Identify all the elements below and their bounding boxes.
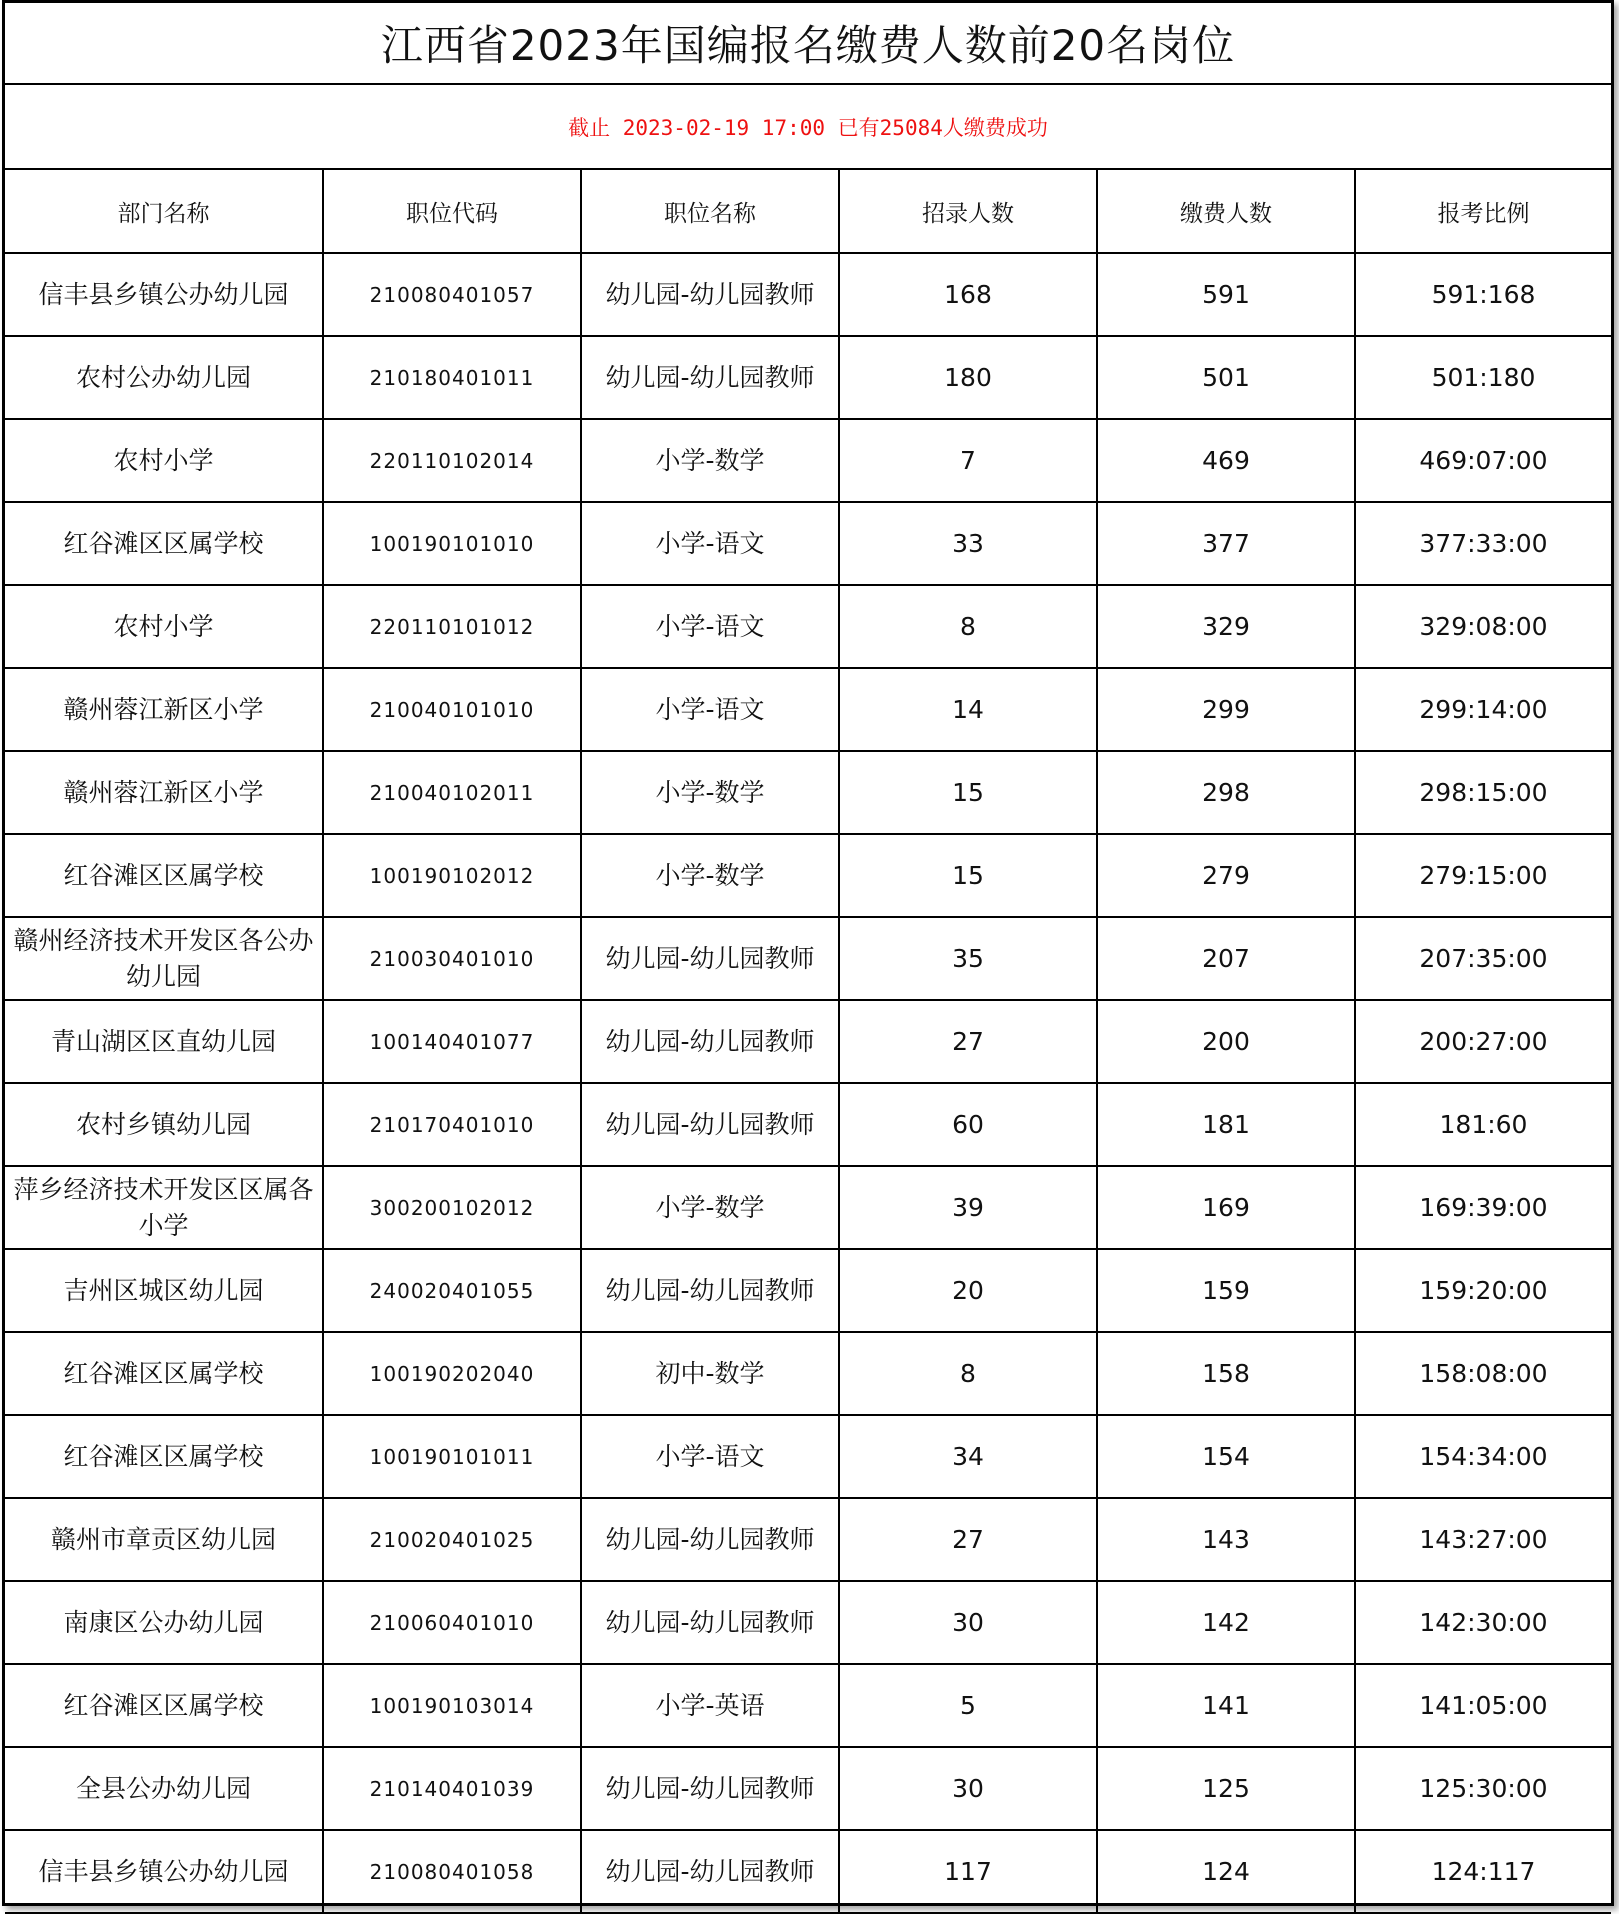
cell-position: 初中-数学 (581, 1332, 839, 1415)
cell-quota: 8 (839, 585, 1097, 668)
cell-dept: 青山湖区区直幼儿园 (5, 1000, 323, 1083)
table-row (5, 1249, 1611, 1332)
cell-dept: 萍乡经济技术开发区区属各小学 (5, 1166, 323, 1249)
cell-paid: 125 (1097, 1747, 1355, 1830)
cell-code: 210180401011 (323, 336, 581, 419)
table-row (5, 1581, 1611, 1664)
cell-code: 210140401039 (323, 1747, 581, 1830)
header-paid: 缴费人数 (1097, 169, 1355, 253)
cell-paid: 329 (1097, 585, 1355, 668)
cell-position: 小学-语文 (581, 502, 839, 585)
cell-position: 幼儿园-幼儿园教师 (581, 336, 839, 419)
cell-quota: 33 (839, 502, 1097, 585)
cell-quota: 5 (839, 1664, 1097, 1747)
cell-ratio: 154:34:00 (1355, 1415, 1611, 1498)
table-row (5, 834, 1611, 917)
payment-notice: 截止 2023-02-19 17:00 已有25084人缴费成功 (5, 84, 1611, 169)
cell-paid: 279 (1097, 834, 1355, 917)
header-code: 职位代码 (323, 169, 581, 253)
cell-code: 100190102012 (323, 834, 581, 917)
cell-ratio: 143:27:00 (1355, 1498, 1611, 1581)
cell-position: 幼儿园-幼儿园教师 (581, 1000, 839, 1083)
cell-dept: 全县公办幼儿园 (5, 1747, 323, 1830)
cell-ratio: 142:30:00 (1355, 1581, 1611, 1664)
cell-code: 210040102011 (323, 751, 581, 834)
cell-code: 210040101010 (323, 668, 581, 751)
cell-ratio: 501:180 (1355, 336, 1611, 419)
cell-code: 300200102012 (323, 1166, 581, 1249)
cell-quota: 35 (839, 917, 1097, 1000)
cell-position: 幼儿园-幼儿园教师 (581, 253, 839, 336)
cell-position: 幼儿园-幼儿园教师 (581, 1747, 839, 1830)
cell-dept: 农村小学 (5, 419, 323, 502)
cell-position: 小学-英语 (581, 1664, 839, 1747)
cell-dept: 红谷滩区区属学校 (5, 502, 323, 585)
title-row (5, 3, 1611, 84)
cell-ratio: 124:117 (1355, 1830, 1611, 1913)
cell-position: 小学-语文 (581, 585, 839, 668)
table-row (5, 253, 1611, 336)
cell-dept: 农村公办幼儿园 (5, 336, 323, 419)
cell-position: 幼儿园-幼儿园教师 (581, 1249, 839, 1332)
cell-code: 100140401077 (323, 1000, 581, 1083)
cell-position: 幼儿园-幼儿园教师 (581, 1581, 839, 1664)
cell-quota: 34 (839, 1415, 1097, 1498)
cell-dept: 信丰县乡镇公办幼儿园 (5, 253, 323, 336)
table-row (5, 336, 1611, 419)
cell-position: 小学-数学 (581, 419, 839, 502)
table-row (5, 1083, 1611, 1166)
cell-code: 210030401010 (323, 917, 581, 1000)
data-sheet (2, 0, 1614, 1906)
cell-paid: 158 (1097, 1332, 1355, 1415)
cell-paid: 143 (1097, 1498, 1355, 1581)
cell-dept: 红谷滩区区属学校 (5, 1664, 323, 1747)
cell-code: 220110102014 (323, 419, 581, 502)
table-row (5, 1166, 1611, 1249)
table-row (5, 917, 1611, 1000)
cell-quota: 180 (839, 336, 1097, 419)
header-ratio: 报考比例 (1355, 169, 1611, 253)
cell-position: 幼儿园-幼儿园教师 (581, 917, 839, 1000)
cell-position: 小学-数学 (581, 751, 839, 834)
cell-code: 210080401058 (323, 1830, 581, 1913)
cell-ratio: 169:39:00 (1355, 1166, 1611, 1249)
cell-ratio: 299:14:00 (1355, 668, 1611, 751)
cell-paid: 298 (1097, 751, 1355, 834)
cell-dept: 农村乡镇幼儿园 (5, 1083, 323, 1166)
table-row (5, 419, 1611, 502)
cell-dept: 红谷滩区区属学校 (5, 1415, 323, 1498)
table-row (5, 668, 1611, 751)
cell-ratio: 469:07:00 (1355, 419, 1611, 502)
positions-table (5, 3, 1611, 1914)
cell-ratio: 279:15:00 (1355, 834, 1611, 917)
table-row (5, 1498, 1611, 1581)
cell-ratio: 329:08:00 (1355, 585, 1611, 668)
cell-paid: 207 (1097, 917, 1355, 1000)
cell-paid: 591 (1097, 253, 1355, 336)
cell-quota: 27 (839, 1000, 1097, 1083)
cell-quota: 60 (839, 1083, 1097, 1166)
cell-paid: 469 (1097, 419, 1355, 502)
cell-code: 240020401055 (323, 1249, 581, 1332)
cell-ratio: 200:27:00 (1355, 1000, 1611, 1083)
cell-position: 小学-数学 (581, 834, 839, 917)
cell-quota: 15 (839, 751, 1097, 834)
header-dept: 部门名称 (5, 169, 323, 253)
cell-ratio: 125:30:00 (1355, 1747, 1611, 1830)
cell-quota: 27 (839, 1498, 1097, 1581)
cell-quota: 7 (839, 419, 1097, 502)
cell-dept: 南康区公办幼儿园 (5, 1581, 323, 1664)
cell-position: 小学-语文 (581, 1415, 839, 1498)
table-row (5, 1332, 1611, 1415)
table-row (5, 751, 1611, 834)
cell-dept: 赣州蓉江新区小学 (5, 668, 323, 751)
table-row (5, 585, 1611, 668)
cell-dept: 农村小学 (5, 585, 323, 668)
cell-quota: 15 (839, 834, 1097, 917)
cell-position: 幼儿园-幼儿园教师 (581, 1083, 839, 1166)
cell-code: 100190103014 (323, 1664, 581, 1747)
cell-code: 210060401010 (323, 1581, 581, 1664)
cell-code: 220110101012 (323, 585, 581, 668)
cell-paid: 159 (1097, 1249, 1355, 1332)
cell-code: 210020401025 (323, 1498, 581, 1581)
cell-position: 幼儿园-幼儿园教师 (581, 1498, 839, 1581)
cell-quota: 20 (839, 1249, 1097, 1332)
cell-quota: 30 (839, 1581, 1097, 1664)
cell-quota: 168 (839, 253, 1097, 336)
cell-position: 小学-语文 (581, 668, 839, 751)
cell-paid: 377 (1097, 502, 1355, 585)
cell-position: 幼儿园-幼儿园教师 (581, 1830, 839, 1913)
cell-quota: 117 (839, 1830, 1097, 1913)
cell-paid: 142 (1097, 1581, 1355, 1664)
cell-code: 210170401010 (323, 1083, 581, 1166)
cell-code: 210080401057 (323, 253, 581, 336)
cell-paid: 154 (1097, 1415, 1355, 1498)
table-row (5, 502, 1611, 585)
cell-ratio: 591:168 (1355, 253, 1611, 336)
cell-quota: 39 (839, 1166, 1097, 1249)
cell-paid: 501 (1097, 336, 1355, 419)
cell-ratio: 141:05:00 (1355, 1664, 1611, 1747)
header-position: 职位名称 (581, 169, 839, 253)
header-quota: 招录人数 (839, 169, 1097, 253)
cell-paid: 141 (1097, 1664, 1355, 1747)
cell-code: 100190202040 (323, 1332, 581, 1415)
cell-position: 小学-数学 (581, 1166, 839, 1249)
cell-paid: 169 (1097, 1166, 1355, 1249)
page-title: 江西省2023年国编报名缴费人数前20名岗位 (5, 3, 1611, 84)
header-row (5, 169, 1611, 253)
cell-code: 100190101010 (323, 502, 581, 585)
cell-dept: 信丰县乡镇公办幼儿园 (5, 1830, 323, 1913)
table-row (5, 1000, 1611, 1083)
cell-quota: 30 (839, 1747, 1097, 1830)
table-row (5, 1664, 1611, 1747)
table-row (5, 1830, 1611, 1913)
cell-dept: 赣州市章贡区幼儿园 (5, 1498, 323, 1581)
cell-dept: 红谷滩区区属学校 (5, 834, 323, 917)
cell-quota: 8 (839, 1332, 1097, 1415)
cell-dept: 赣州经济技术开发区各公办幼儿园 (5, 917, 323, 1000)
cell-paid: 200 (1097, 1000, 1355, 1083)
cell-ratio: 159:20:00 (1355, 1249, 1611, 1332)
cell-paid: 299 (1097, 668, 1355, 751)
cell-dept: 赣州蓉江新区小学 (5, 751, 323, 834)
cell-ratio: 158:08:00 (1355, 1332, 1611, 1415)
cell-paid: 124 (1097, 1830, 1355, 1913)
cell-quota: 14 (839, 668, 1097, 751)
cell-ratio: 207:35:00 (1355, 917, 1611, 1000)
cell-ratio: 298:15:00 (1355, 751, 1611, 834)
notice-row (5, 84, 1611, 169)
cell-code: 100190101011 (323, 1415, 581, 1498)
cell-ratio: 377:33:00 (1355, 502, 1611, 585)
cell-dept: 吉州区城区幼儿园 (5, 1249, 323, 1332)
table-row (5, 1415, 1611, 1498)
cell-ratio: 181:60 (1355, 1083, 1611, 1166)
cell-paid: 181 (1097, 1083, 1355, 1166)
cell-dept: 红谷滩区区属学校 (5, 1332, 323, 1415)
table-row (5, 1747, 1611, 1830)
